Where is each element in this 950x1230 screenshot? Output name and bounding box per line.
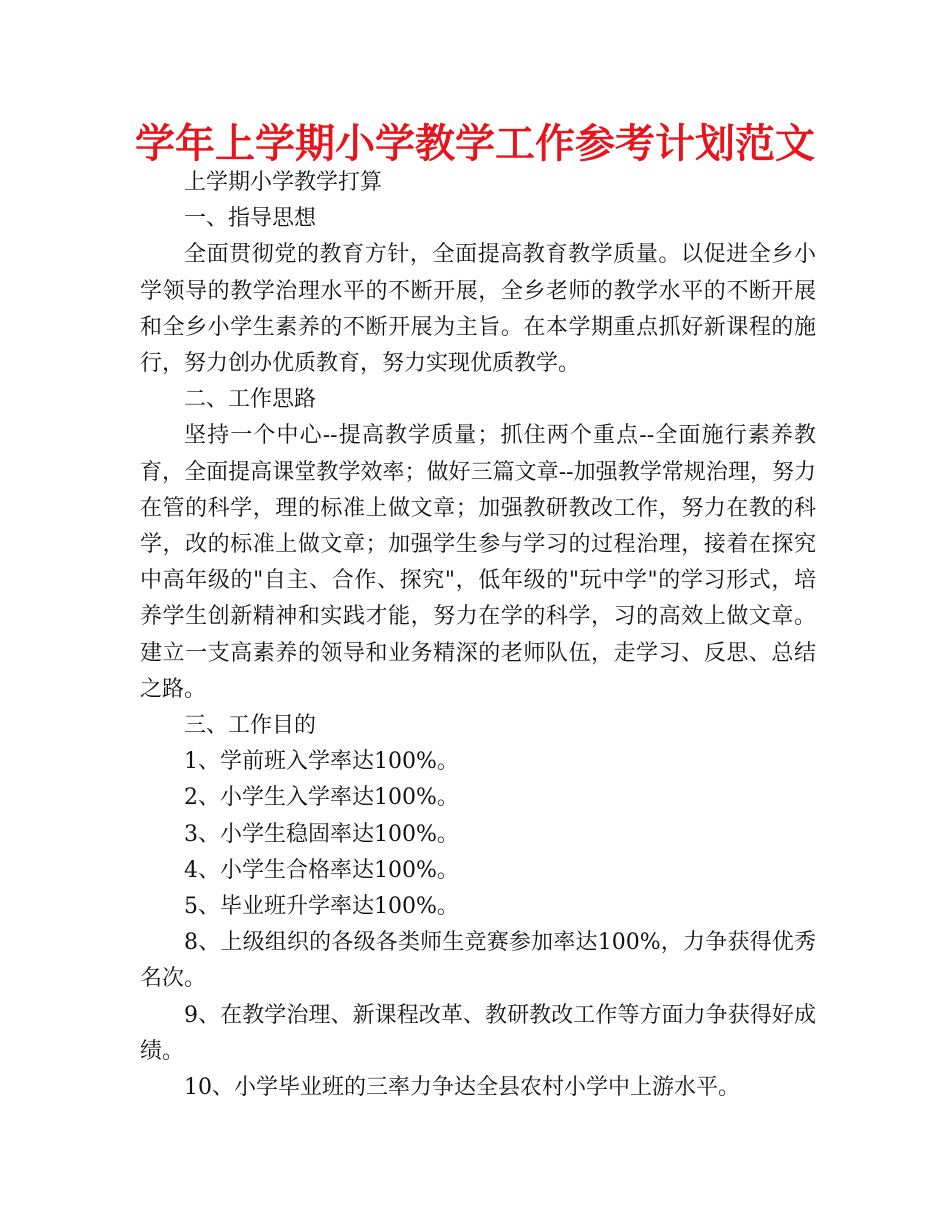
heading-guiding-ideas: 一、指导思想 bbox=[184, 206, 317, 232]
goal-item: 5、毕业班升学率达100%。 bbox=[184, 894, 459, 920]
goal-item: 10、小学毕业班的三率力争达全县农村小学中上游水平。 bbox=[184, 1075, 740, 1101]
paragraph-work-approach: 坚持一个中心--提高教学质量；抓住两个重点--全面施行素养教育，全面提高课堂教学效率；做好三篇文章--加强教学常规治理，努力在管的科学，理的标准上做文章；加强教研教改工作，努力在教的科学，改的标准上做文章；加强学生参与学习的过程治理，接着在探究中高年级的"自主、合作、探究"，低年级的"玩中学"的学习形式，培养学生创新精神和实践才能，努力在学的科学，习的高效上做文章。建立一支高素养的领导和业务精深的老师队伍，走学习、反思、总结之路。 bbox=[140, 423, 816, 702]
goal-item: 1、学前班入学率达100%。 bbox=[184, 749, 459, 775]
goal-item: 3、小学生稳固率达100%。 bbox=[184, 821, 459, 847]
goal-item: 2、小学生入学率达100%。 bbox=[184, 785, 459, 811]
goal-item: 8、上级组织的各级各类师生竞赛参加率达100%，力争获得优秀名次。 bbox=[140, 930, 816, 992]
heading-work-approach: 二、工作思路 bbox=[184, 387, 317, 413]
goal-item: 4、小学生合格率达100%。 bbox=[184, 857, 459, 883]
document-title: 学年上学期小学教学工作参考计划范文 bbox=[135, 121, 815, 167]
document-body bbox=[140, 165, 816, 1106]
goal-item: 9、在教学治理、新课程改革、教研教改工作等方面力争获得好成绩。 bbox=[140, 1002, 816, 1064]
heading-work-goals: 三、工作目的 bbox=[184, 713, 317, 739]
paragraph-guiding-ideas: 全面贯彻党的教育方针，全面提高教育教学质量。以促进全乡小学领导的教学治理水平的不断开展，全乡老师的教学水平的不断开展和全乡小学生素养的不断开展为主旨。在本学期重点抓好新课程的施行，努力创办优质教育，努力实现优质教学。 bbox=[140, 242, 816, 377]
section-subtitle: 上学期小学教学打算 bbox=[184, 170, 383, 195]
